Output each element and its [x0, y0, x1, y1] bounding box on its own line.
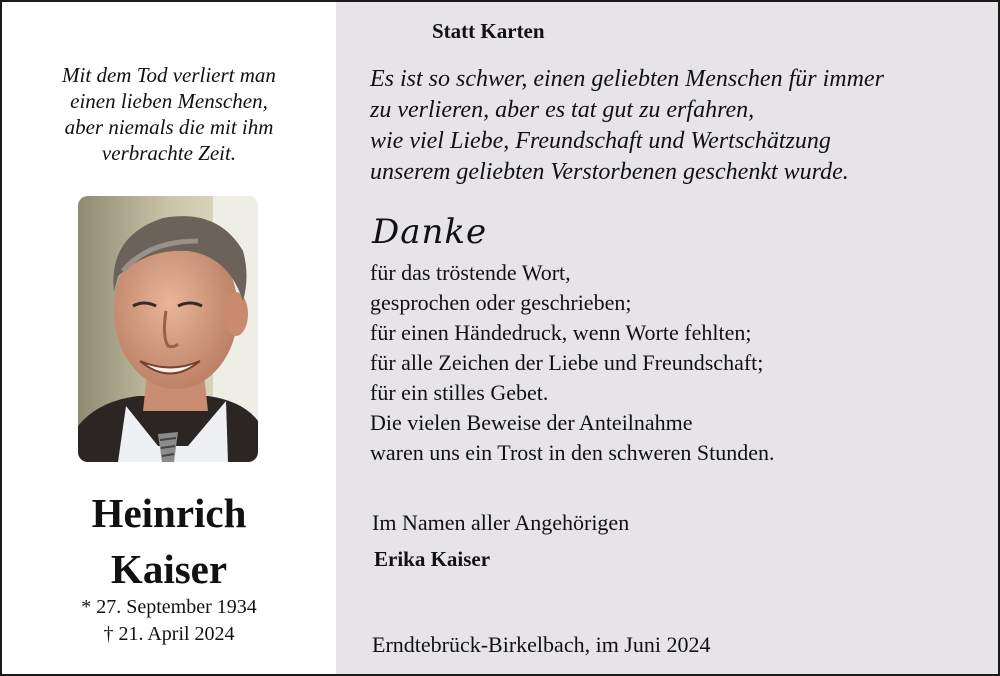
- thanks-line: für ein stilles Gebet.: [370, 380, 549, 405]
- place-date: Erndtebrück-Birkelbach, im Juni 2024: [372, 632, 711, 657]
- intro-line: unserem geliebten Verstorbenen geschenkt wurde.: [370, 159, 849, 185]
- thanks-line: für das tröstende Wort,: [370, 260, 571, 285]
- right-panel: [336, 2, 998, 674]
- thanks-line: Die vielen Beweise der Anteilnahme: [370, 410, 693, 435]
- thanks-line: für einen Händedruck, wenn Worte fehlten;: [370, 320, 752, 345]
- signer-name: Erika Kaiser: [374, 547, 491, 571]
- quote-line: einen lieben Menschen,: [70, 89, 268, 113]
- memorial-quote: [12, 62, 326, 166]
- quote-line: aber niemals die mit ihm: [64, 115, 274, 139]
- notice-header: Statt Karten: [432, 19, 545, 43]
- intro-line: wie viel Liebe, Freundschaft und Wertschätzung: [370, 128, 831, 154]
- quote-line: Mit dem Tod verliert man: [62, 63, 276, 87]
- danke-heading: Danke: [372, 212, 488, 252]
- thanks-line: waren uns ein Trost in den schweren Stunden.: [370, 440, 775, 465]
- signoff-text: Im Namen aller Angehörigen: [372, 510, 630, 535]
- portrait-illustration: [78, 196, 258, 462]
- deceased-first-name: Heinrich: [91, 490, 247, 536]
- death-date: † 21. April 2024: [103, 623, 235, 645]
- quote-line: verbrachte Zeit.: [101, 141, 237, 165]
- birth-date: * 27. September 1934: [81, 596, 257, 618]
- deceased-last-name: Kaiser: [110, 546, 228, 592]
- thanks-line: gesprochen oder geschrieben;: [370, 290, 632, 315]
- thanks-text: [370, 258, 775, 468]
- portrait-photo: [78, 196, 258, 462]
- thanks-line: für alle Zeichen der Liebe und Freundschaft;: [370, 350, 764, 375]
- intro-line: Es ist so schwer, einen geliebten Menschen für immer: [370, 66, 884, 92]
- intro-text: [370, 64, 884, 188]
- left-panel: [2, 2, 336, 674]
- intro-line: zu verlieren, aber es tat gut zu erfahren,: [370, 97, 755, 123]
